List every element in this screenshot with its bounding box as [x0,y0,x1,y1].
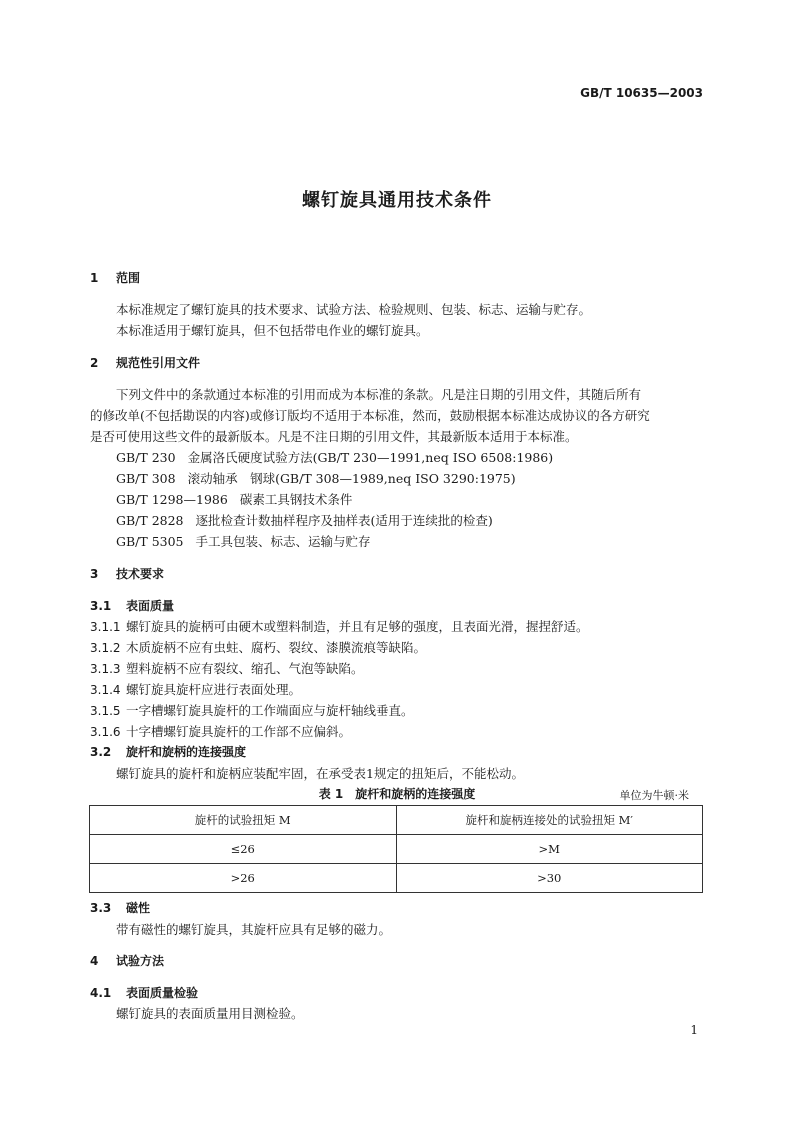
clause-item [90,701,414,719]
reference-title: 手工具包装、标志、运输与贮存 [195,534,371,549]
subsection-number: 4.1 [90,986,112,1000]
clause-text: 木质旋柄不应有虫蛀、腐朽、裂纹、漆膜流痕等缺陷。 [126,640,427,655]
table-row [90,835,703,864]
table-cell: ≤26 [90,835,397,864]
table-unit: 单位为牛顿·米 [619,789,689,802]
table-header-row [90,806,703,835]
section-number: 3 [90,567,99,581]
subsection-number: 3.1 [90,599,112,613]
subsection-title: 表面质量 [126,599,175,613]
reference-item [116,511,493,529]
reference-code: GB/T 230 [116,450,176,465]
reference-code: GB/T 308 [116,471,176,486]
reference-item [116,448,553,466]
paragraph-line: 下列文件中的条款通过本标准的引用而成为本标准的条款。凡是注日期的引用文件，其随后所有 [116,387,642,402]
clause-item [90,617,589,635]
section-4-heading [90,952,164,969]
clause-item [90,638,426,656]
table-row [90,864,703,893]
clause-text: 螺钉旋具的旋柄可由硬木或塑料制造，并且有足够的强度，且表面光滑，握捏舒适。 [126,619,589,634]
section-title: 范围 [116,271,141,285]
clause-text: 一字槽螺钉旋具旋杆的工作端面应与旋杆轴线垂直。 [126,703,414,718]
reference-item [116,532,371,550]
clause-item [90,659,364,677]
reference-code: GB/T 5305 [116,534,184,549]
subsection-title: 旋杆和旋柄的连接强度 [126,745,247,759]
table-header-cell: 旋杆的试验扭矩 M [90,806,397,835]
subsection-3-2-heading [90,743,246,760]
reference-title: 滚动轴承 钢球(GB/T 308—1989,neq ISO 3290:1975) [187,471,516,486]
standard-number: GB/T 10635—2003 [580,86,703,100]
paragraph: 带有磁性的螺钉旋具，其旋杆应具有足够的磁力。 [116,922,392,937]
subsection-title: 磁性 [126,901,151,915]
clause-number: 3.1.1 [90,620,121,634]
clause-item [90,680,301,698]
paragraph: 本标准规定了螺钉旋具的技术要求、试验方法、检验规则、包装、标志、运输与贮存。 [116,302,592,317]
clause-text: 十字槽螺钉旋具旋杆的工作部不应偏斜。 [126,724,352,739]
section-title: 试验方法 [116,954,165,968]
reference-title: 逐批检查计数抽样程序及抽样表(适用于连续批的检查) [195,513,493,528]
paragraph: 螺钉旋具的旋杆和旋柄应装配牢固，在承受表1规定的扭矩后，不能松动。 [116,766,524,781]
reference-code: GB/T 1298—1986 [116,492,228,507]
document-title: 螺钉旋具通用技术条件 [302,190,492,211]
page-number: 1 [690,1023,698,1037]
subsection-number: 3.2 [90,745,112,759]
section-number: 2 [90,356,99,370]
section-number: 4 [90,954,99,968]
clause-number: 3.1.5 [90,704,121,718]
clause-number: 3.1.2 [90,641,121,655]
reference-title: 金属洛氏硬度试验方法(GB/T 230—1991,neq ISO 6508:1986) [187,450,554,465]
section-number: 1 [90,271,99,285]
reference-item [116,490,352,508]
table-cell: >M [396,835,703,864]
section-title: 技术要求 [116,567,165,581]
table-cell: >26 [90,864,397,893]
subsection-3-3-heading [90,899,150,916]
section-3-heading [90,565,164,582]
clause-number: 3.1.4 [90,683,121,697]
reference-item [116,469,516,487]
paragraph: 螺钉旋具的表面质量用目测检验。 [116,1006,304,1021]
paragraph-line: 的修改单(不包括勘误的内容)或修订版均不适用于本标准，然而，鼓励根据本标准达成协议的各方研究 [90,408,650,423]
table-header-cell: 旋杆和旋柄连接处的试验扭矩 M′ [396,806,703,835]
clause-number: 3.1.3 [90,662,121,676]
paragraph: 本标准适用于螺钉旋具，但不包括带电作业的螺钉旋具。 [116,323,429,338]
section-title: 规范性引用文件 [116,356,201,370]
table-cell: >30 [396,864,703,893]
clause-item [90,722,351,740]
subsection-3-1-heading [90,597,174,614]
paragraph-line: 是否可使用这些文件的最新版本。凡是不注日期的引用文件，其最新版本适用于本标准。 [90,429,578,444]
subsection-title: 表面质量检验 [126,986,199,1000]
section-2-heading [90,354,200,371]
table-caption: 表 1 旋杆和旋柄的连接强度 [318,787,476,801]
reference-code: GB/T 2828 [116,513,184,528]
reference-title: 碳素工具钢技术条件 [239,492,353,507]
clause-text: 塑料旋柄不应有裂纹、缩孔、气泡等缺陷。 [126,661,364,676]
subsection-number: 3.3 [90,901,112,915]
torque-table [89,805,703,893]
section-1-heading [90,269,140,286]
clause-number: 3.1.6 [90,725,121,739]
subsection-4-1-heading [90,984,198,1001]
clause-text: 螺钉旋具旋杆应进行表面处理。 [126,682,302,697]
